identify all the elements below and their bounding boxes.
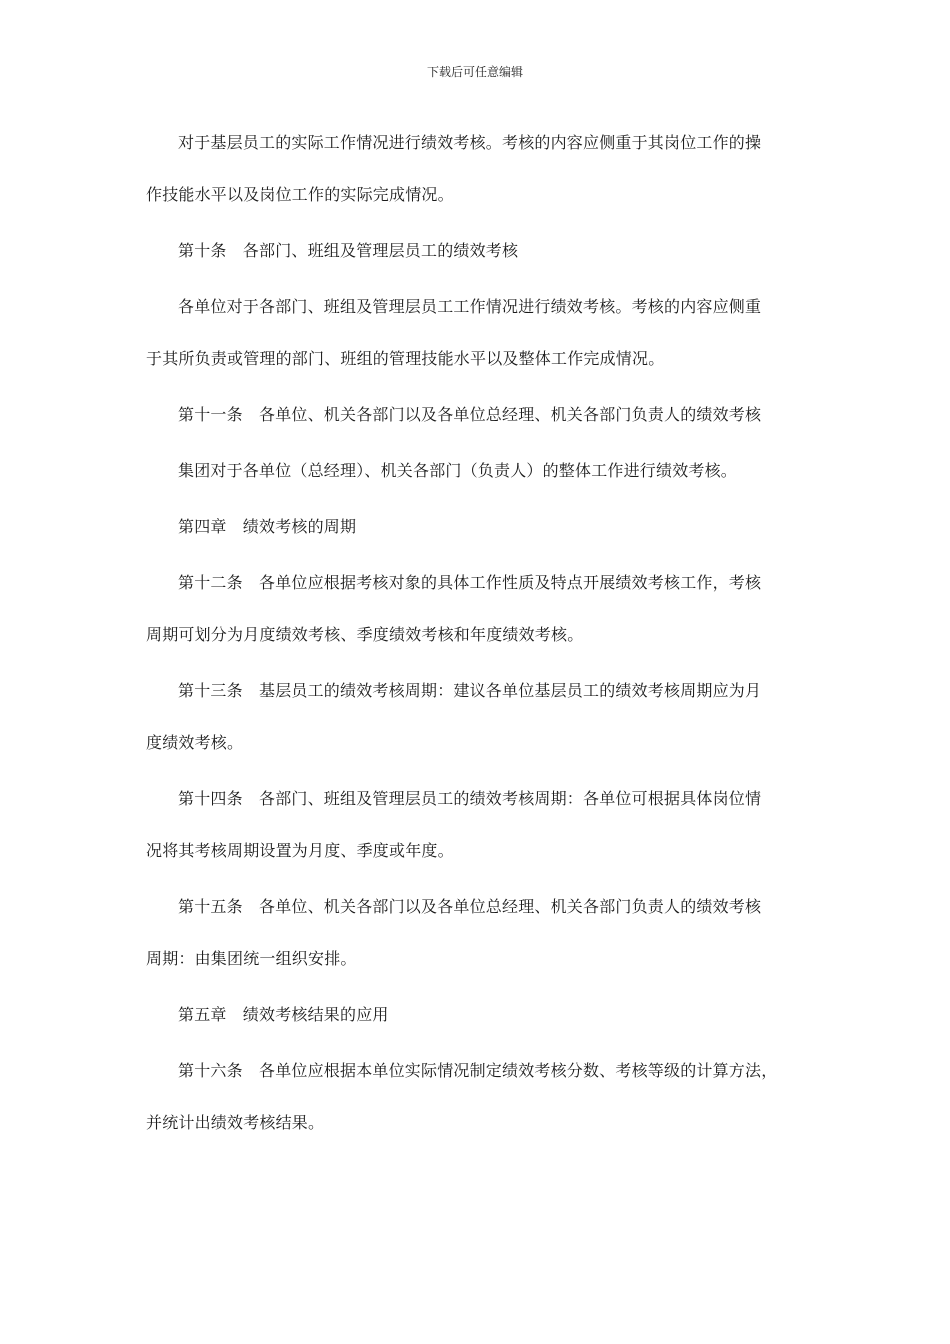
text-line: 况将其考核周期设置为月度、季度或年度。 [146,841,454,860]
text-line: 第十二条 各单位应根据考核对象的具体工作性质及特点开展绩效考核工作，考核 [178,573,762,592]
page-header: 下载后可任意编辑 [426,65,523,79]
text-line: 各单位对于各部门、班组及管理层员工工作情况进行绩效考核。考核的内容应侧重 [178,297,762,316]
text-line: 第十四条 各部门、班组及管理层员工的绩效考核周期：各单位可根据具体岗位情 [178,789,762,808]
chapter-heading [146,998,806,1032]
chapter-heading [146,510,806,544]
text-line: 第五章 绩效考核结果的应用 [178,1005,389,1024]
paragraph [146,1054,806,1140]
article-heading [146,234,806,268]
text-line: 第十一条 各单位、机关各部门以及各单位总经理、机关各部门负责人的绩效考核 [178,405,762,424]
text-line: 集团对于各单位（总经理）、机关各部门（负责人）的整体工作进行绩效考核。 [178,461,738,480]
text-line: 第十三条 基层员工的绩效考核周期：建议各单位基层员工的绩效考核周期应为月 [178,681,762,700]
text-line: 第四章 绩效考核的周期 [178,517,357,536]
text-line: 第十五条 各单位、机关各部门以及各单位总经理、机关各部门负责人的绩效考核 [178,897,762,916]
paragraph [146,566,806,652]
text-line: 周期：由集团统一组织安排。 [146,949,357,968]
paragraph [146,782,806,868]
text-line: 于其所负责或管理的部门、班组的管理技能水平以及整体工作完成情况。 [146,349,665,368]
paragraph [146,674,806,760]
paragraph [146,126,806,212]
text-line: 第十六条 各单位应根据本单位实际情况制定绩效考核分数、考核等级的计算方法， [178,1061,778,1080]
text-line: 对于基层员工的实际工作情况进行绩效考核。考核的内容应侧重于其岗位工作的操 [178,133,762,152]
document-body [146,126,806,1162]
paragraph [146,454,806,488]
text-line: 并统计出绩效考核结果。 [146,1113,325,1132]
text-line: 周期可划分为月度绩效考核、季度绩效考核和年度绩效考核。 [146,625,584,644]
text-line: 第十条 各部门、班组及管理层员工的绩效考核 [178,241,519,260]
paragraph [146,890,806,976]
article-heading [146,398,806,432]
text-line: 度绩效考核。 [146,733,244,752]
text-line: 作技能水平以及岗位工作的实际完成情况。 [146,185,454,204]
paragraph [146,290,806,376]
